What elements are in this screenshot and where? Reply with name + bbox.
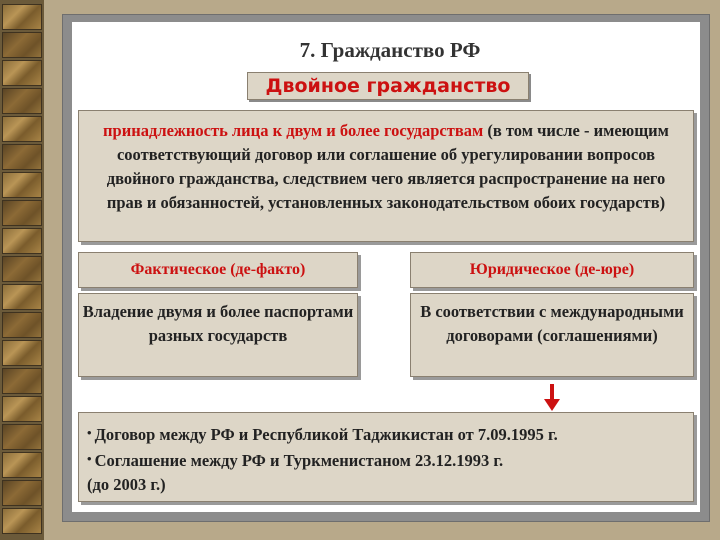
border-tile (2, 144, 42, 170)
treaty-note: (до 2003 г.) (87, 475, 166, 494)
border-tile (2, 284, 42, 310)
border-tile (2, 88, 42, 114)
list-item (87, 421, 685, 447)
border-tile (2, 340, 42, 366)
definition-box (78, 110, 694, 242)
de-facto-header: Фактическое (де-факто) (78, 252, 358, 288)
de-facto-description: Владение двумя и более паспортами разных государств (78, 293, 358, 377)
de-jure-description: В соответствии с международными договорами (соглашениями) (410, 293, 694, 377)
bullet-icon: • (87, 451, 92, 466)
border-tile (2, 172, 42, 198)
bullet-icon: • (87, 425, 92, 440)
definition-text: (в том числе - имеющим соответствующий договор или соглашение об урегулировании вопросов двойного гражданства, следствием чего является распространение на него прав и обязанностей, установленных законодательством обоих государств) (106, 121, 669, 212)
list-item (87, 447, 685, 473)
treaty-text: Соглашение между РФ и Туркменистаном 23.12.1993 г. (94, 451, 504, 470)
border-tile (2, 4, 42, 30)
definition-highlight: принадлежность лица к двум и более государствам (103, 121, 484, 140)
border-tile (2, 228, 42, 254)
treaty-text: Договор между РФ и Республикой Таджикистан от 7.09.1995 г. (94, 425, 558, 444)
subtitle-box: Двойное гражданство (247, 72, 529, 100)
down-arrow-icon (543, 384, 561, 412)
decorative-left-border (0, 0, 44, 540)
border-tile (2, 396, 42, 422)
border-tile (2, 312, 42, 338)
border-tile (2, 200, 42, 226)
border-tile (2, 368, 42, 394)
slide-title: 7. Гражданство РФ (299, 38, 481, 62)
treaties-box (78, 412, 694, 502)
de-jure-header: Юридическое (де-юре) (410, 252, 694, 288)
border-tile (2, 60, 42, 86)
border-tile (2, 116, 42, 142)
border-tile (2, 480, 42, 506)
border-tile (2, 256, 42, 282)
border-tile (2, 452, 42, 478)
border-tile (2, 508, 42, 534)
border-tile (2, 424, 42, 450)
